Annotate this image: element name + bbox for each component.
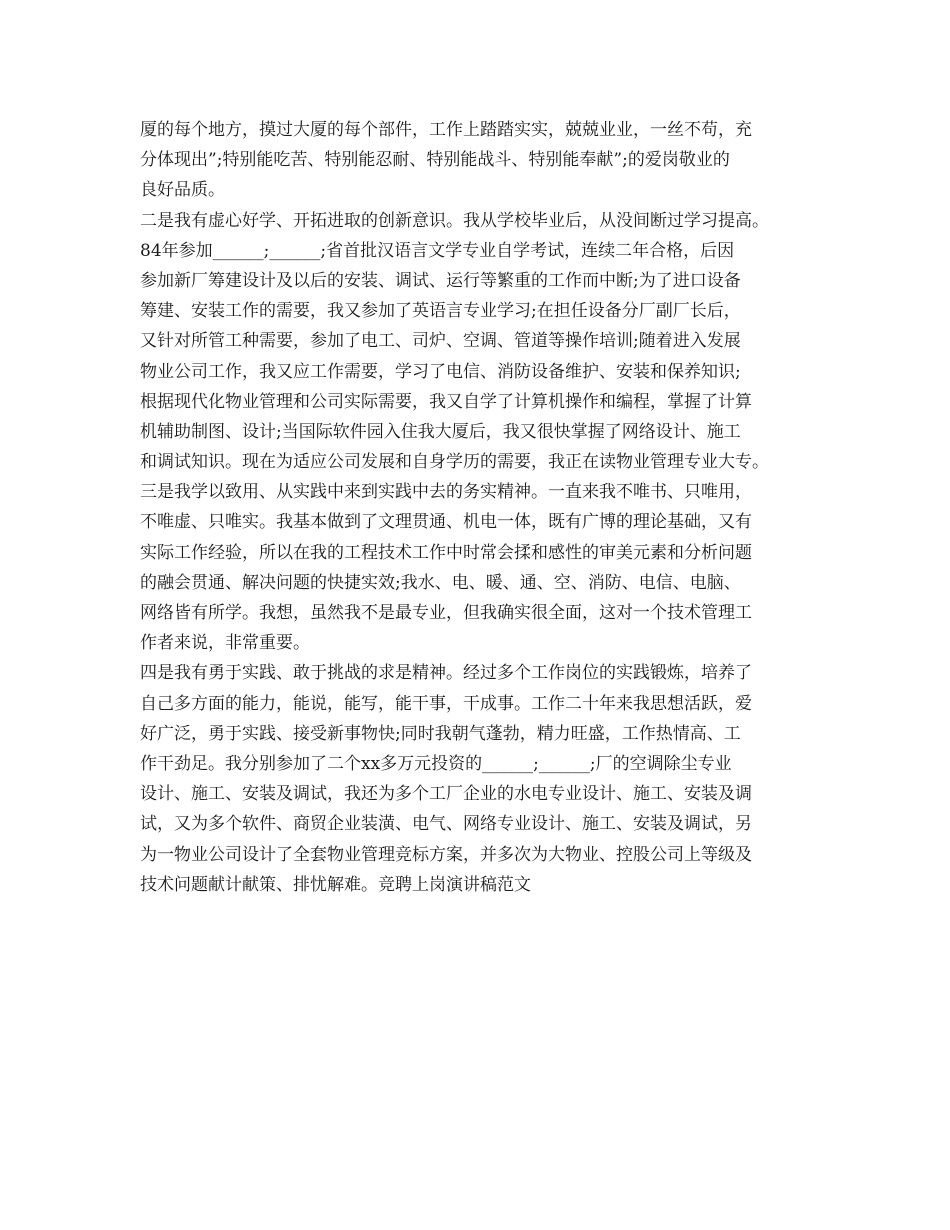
text-line: 又针对所管工种需要，参加了电工、司炉、空调、管道等操作培训;随着进入发展 <box>140 331 741 352</box>
text-line: 厦的每个地方，摸过大厦的每个部件，工作上踏踏实实，兢兢业业，一丝不苟，充 <box>140 120 752 140</box>
text-line: 自己多方面的能力，能说，能写，能干事，干成事。工作二十年来我思想活跃，爱 <box>140 693 752 714</box>
text-line: 机辅助制图、设计;当国际软件园入住我大厦后，我又很快掌握了网络设计、施工 <box>140 421 741 442</box>
text-line: 试，又为多个软件、商贸企业装潢、电气、网络专业设计、施工、安装及调试，另 <box>140 814 752 835</box>
text-line: 四是我有勇于实践、敢于挑战的求是精神。经过多个工作岗位的实践锻炼，培养了 <box>140 663 752 684</box>
text-line: 设计、施工、安装及调试，我还为多个工厂企业的水电专业设计、施工、安装及调 <box>140 784 752 805</box>
text-line: 根据现代化物业管理和公司实际需要，我又自学了计算机操作和编程，掌握了计算 <box>140 391 752 412</box>
text-line: 实际工作经验，所以在我的工程技术工作中时常会揉和感性的审美元素和分析问题 <box>140 542 752 563</box>
text-line: 不唯虚、只唯实。我基本做到了文理贯通、机电一体，既有广博的理论基础，又有 <box>140 512 752 533</box>
text-line: 分体现出”;特别能吃苦、特别能忍耐、特别能战斗、特别能奉献”;的爱岗敬业的 <box>140 150 730 171</box>
text-line: 的融会贯通、解决问题的快捷实效;我水、电、暖、通、空、消防、电信、电脑、 <box>140 572 741 593</box>
text-line: 三是我学以致用、从实践中来到实践中去的务实精神。一直来我不唯书、只唯用， <box>140 482 752 503</box>
text-line: 参加新厂筹建设计及以后的安装、调试、运行等繁重的工作而中断;为了进口设备 <box>140 270 741 291</box>
text-line: 和调试知识。现在为适应公司发展和自身学历的需要，我正在读物业管理专业大专。 <box>140 452 769 473</box>
text-line: 良好品质。 <box>140 180 225 201</box>
text-line: 二是我有虚心好学、开拓进取的创新意识。我从学校毕业后，从没间断过学习提高。 <box>140 210 769 231</box>
text-line: 作者来说，非常重要。 <box>140 633 310 654</box>
body-text <box>140 115 840 900</box>
text-line: 物业公司工作，我又应工作需要，学习了电信、消防设备维护、安装和保养知识; <box>140 361 741 382</box>
text-line: 为一物业公司设计了全套物业管理竞标方案，并多次为大物业、控股公司上等级及 <box>140 844 752 865</box>
text-line: 84年参加______;______;省首批汉语言文学专业自学考试，连续二年合格，后因 <box>140 240 735 261</box>
text-line: 技术问题献计献策、排忧解难。竞聘上岗演讲稿范文 <box>140 874 531 895</box>
text-line: 作干劲足。我分别参加了二个xx多万元投资的______;______;厂的空调除尘专业 <box>140 753 732 774</box>
text-line: 好广泛，勇于实践、接受新事物快;同时我朝气蓬勃，精力旺盛，工作热情高、工 <box>140 723 741 744</box>
text-line: 筹建、安装工作的需要，我又参加了英语言专业学习;在担任设备分厂副厂长后， <box>140 301 741 322</box>
text-line: 网络皆有所学。我想，虽然我不是最专业，但我确实很全面，这对一个技术管理工 <box>140 603 752 623</box>
